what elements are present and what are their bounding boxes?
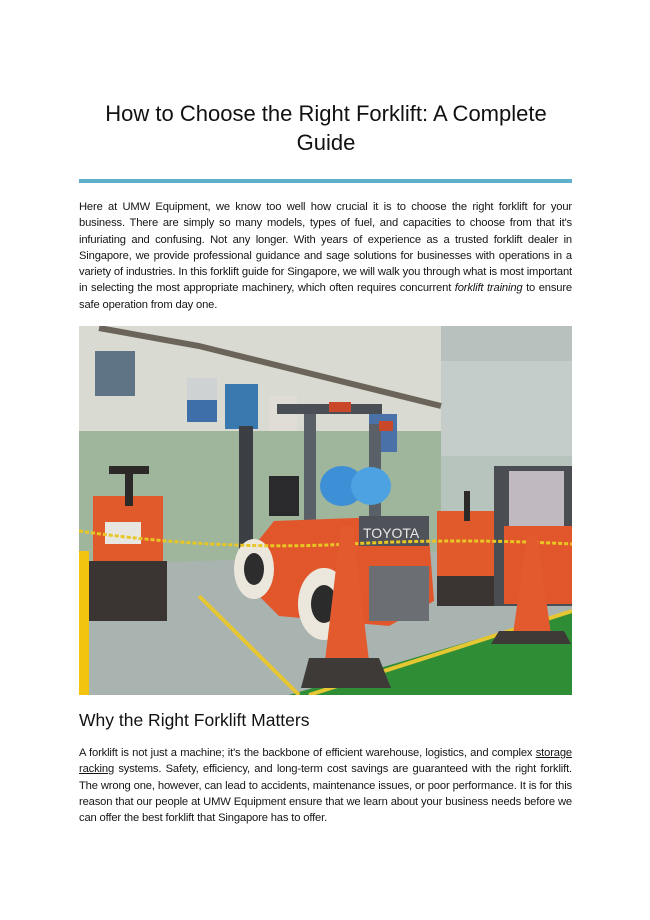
svg-text:TOYOTA: TOYOTA bbox=[363, 525, 420, 541]
forklift-photo bbox=[79, 326, 572, 695]
intro-text-2: to ensure safe operation from day one. bbox=[79, 282, 573, 311]
intro-text-1: Here at UMW Equipment, we know too well how crucial it is to choose the right forklift for your business. There are simply so many models, types of fuel, and capacities to choose from that it's infuriating and confusing. Not any longer. With years of experience as a trusted forklift dealer in Singapore, we provide professional guidance and sage solutions for businesses with operations in a variety of industries. In this forklift guide for Singapore, we will walk you through what is most important in selecting the most appropriate machinery, which often requires concurrent bbox=[79, 201, 572, 295]
forklift-photo-illustration bbox=[79, 326, 572, 695]
section-paragraph bbox=[79, 745, 572, 826]
section-heading: Why the Right Forklift Matters bbox=[79, 710, 310, 730]
intro-paragraph bbox=[79, 199, 572, 313]
storage-racking-link[interactable]: storage racking bbox=[79, 747, 572, 776]
section-text-1: A forklift is not just a machine; it's the backbone of efficient warehouse, logistics, and complex bbox=[79, 747, 536, 759]
section-text-2: systems. Safety, efficiency, and long-term cost savings are guaranteed with the right forklift. The wrong one, however, can lead to accidents, maintenance issues, or poor performance. It is for this reason that our people at UMW Equipment ensure that we learn about your business needs before we can offer the best forklift that Singapore has to offer. bbox=[79, 763, 572, 825]
title-divider bbox=[79, 179, 572, 183]
page-title: How to Choose the Right Forklift: A Complete Guide bbox=[105, 101, 547, 155]
forklift-training-link[interactable]: forklift training bbox=[454, 282, 523, 295]
